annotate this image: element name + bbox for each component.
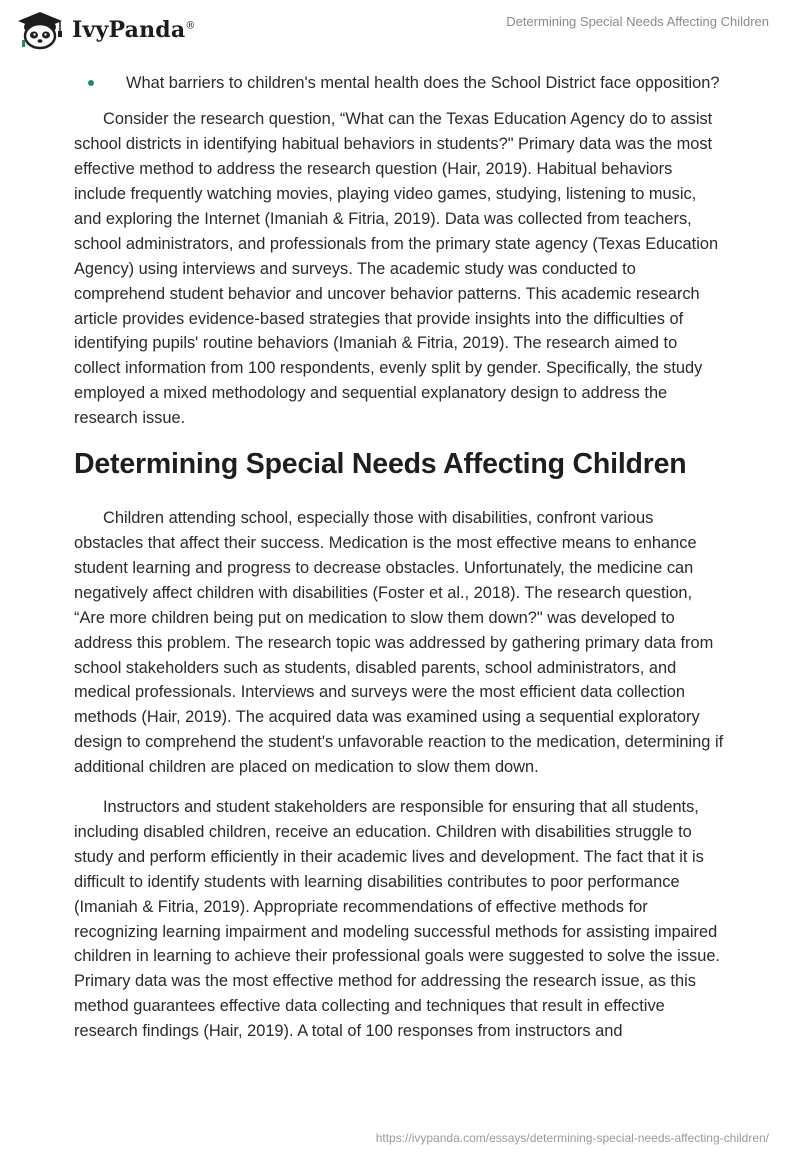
- page-header: [0, 0, 800, 60]
- logo[interactable]: [14, 10, 196, 50]
- bullet-list: [74, 71, 726, 95]
- essay-content: [74, 71, 726, 1059]
- paragraph: Children attending school, especially those with disabilities, confront various obstacles that affect their success. Medication is the most effective means to enhance student learning and progress to decrease obstacles. Unfortunately, the medicine can negatively affect children with disabilities (Foster et al., 2018). The research question, “Are more children being put on medication to slow them down?" was developed to address this problem. The research topic was addressed by gathering primary data from school stakeholders such as students, disabled parents, school administrators, and medical professionals. Interviews and surveys were the most efficient data collection methods (Hair, 2019). The acquired data was examined using a sequential exploratory design to comprehend the student's unfavorable reaction to the medication, determining if additional children are placed on medication to slow them down.: [74, 509, 724, 777]
- document-title: Determining Special Needs Affecting Children: [506, 14, 769, 29]
- source-url[interactable]: https://ivypanda.com/essays/determining-special-needs-affecting-children/: [375, 1131, 769, 1145]
- bullet-dot-icon: [88, 80, 94, 86]
- paragraph: Instructors and student stakeholders are responsible for ensuring that all students, including disabled children, receive an education. Children with disabilities struggle to study and perform efficiently in their academic lives and development. The fact that it is difficult to identify students with learning disabilities contributes to poor performance (Imaniah & Fitria, 2019). Appropriate recommendations of effective methods for recognizing learning impairment and modeling successful methods for assisting impaired children in learning to achieve their professional goals were suggested to solve the issue. Primary data was the most effective method for addressing the research issue, as this method guarantees effective data collecting and techniques that result in effective research findings (Hair, 2019). A total of 100 responses from instructors and: [74, 798, 720, 1041]
- panda-mascot-icon: [14, 10, 66, 50]
- section-heading: Determining Special Needs Affecting Children: [74, 448, 687, 481]
- paragraph: Consider the research question, “What can the Texas Education Agency do to assist school districts in identifying habitual behaviors in students?" Primary data was the most effective method to address the research question (Hair, 2019). Habitual behaviors include frequently watching movies, playing video games, studying, listening to music, and exploring the Internet (Imaniah & Fitria, 2019). Data was collected from teachers, school administrators, and professionals from the primary state agency (Texas Education Agency) using interviews and surveys. The academic study was conducted to comprehend student behavior and uncover behavior patterns. This academic research article provides evidence-based strategies that provide insights into the difficulties of identifying pupils' routine behaviors (Imaniah & Fitria, 2019). The research aimed to collect information from 100 respondents, evenly split by gender. Specifically, the study employed a mixed methodology and sequential explanatory design to address the research issue.: [74, 110, 719, 428]
- list-item-text: What barriers to children's mental health does the School District face opposition?: [126, 74, 720, 92]
- brand-name: IvyPanda®: [72, 17, 196, 43]
- list-item: [74, 71, 726, 95]
